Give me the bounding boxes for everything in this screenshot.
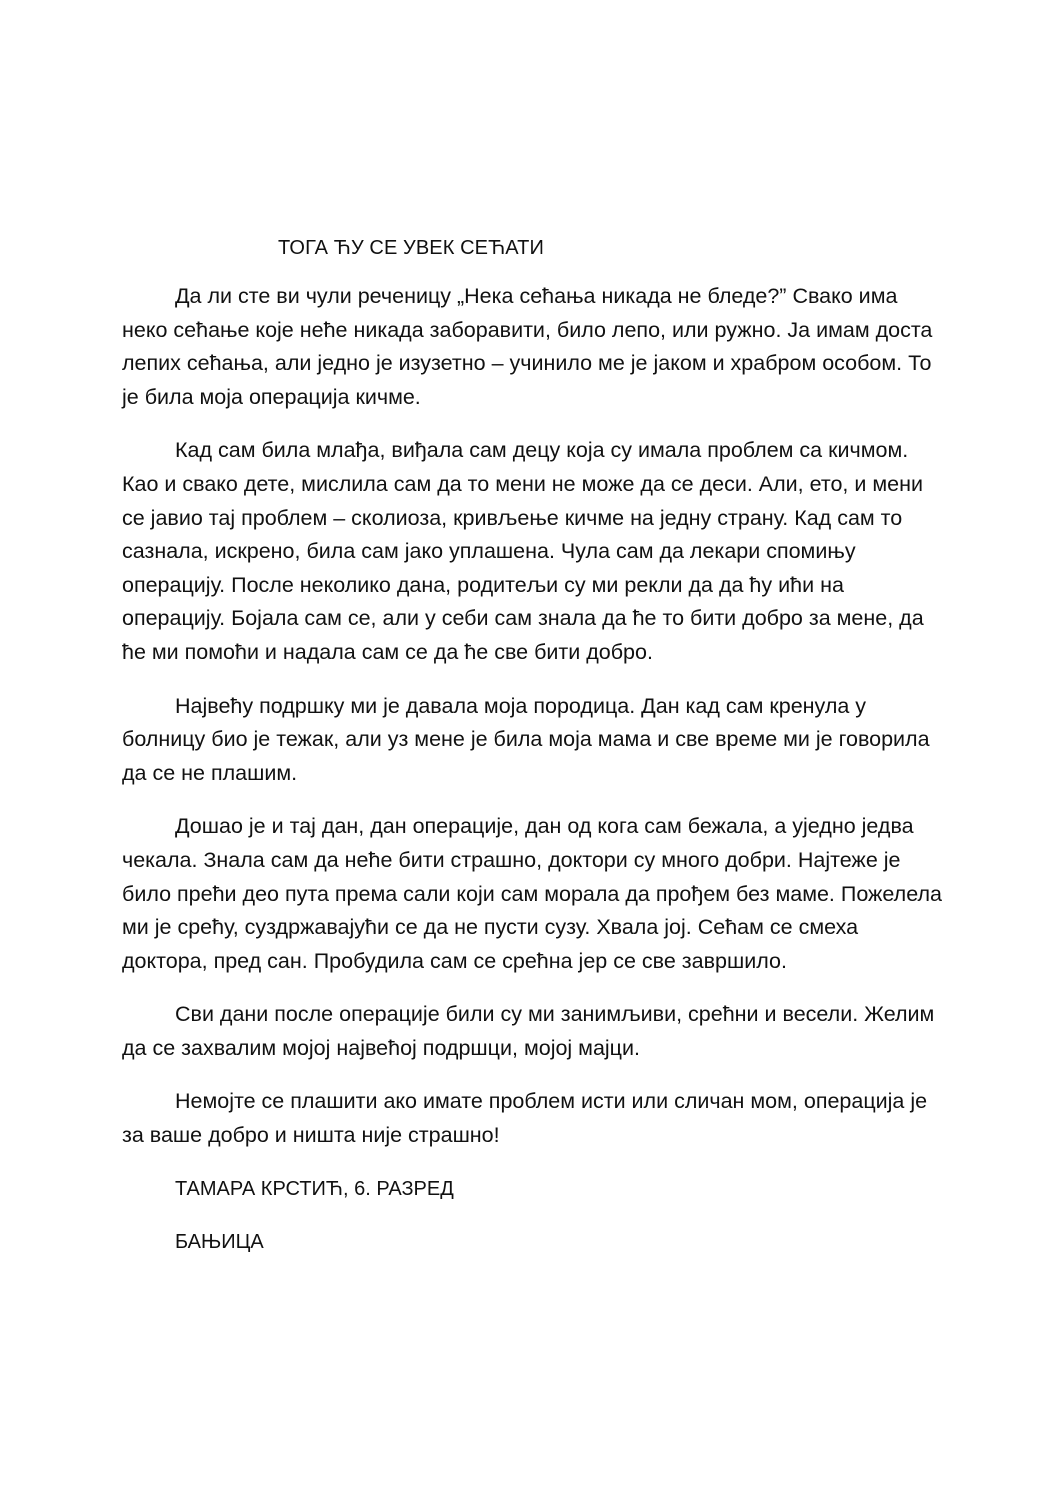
- place-line: БАЊИЦА: [175, 1231, 264, 1254]
- author-line: ТАМАРА КРСТИЋ, 6. РАЗРЕД: [175, 1177, 454, 1200]
- document-title: ТОГА ЋУ СЕ УВЕК СЕЋАТИ: [278, 237, 544, 259]
- paragraph-3: Највећу подршку ми је давала моја породица. Дан кад сам кренула у болницу био је тежак, али уз мене је била моја мама и све време ми је говорила да се не плашим.: [122, 693, 930, 785]
- document-body: [122, 232, 948, 1280]
- paragraph-5: Сви дани после операције били су ми занимљиви, срећни и весели. Желим да се захвалим мојој највећој подршци, мојој мајци.: [122, 1002, 935, 1060]
- paragraph-1: Да ли сте ви чули реченицу „Нека сећања никада не бледе?” Свако има неко сећање које неће никада заборавити, било лепо, или ружно. Ја имам доста лепих сећања, али једно је изузетно – учинило ме је јаком и храбром особом. То је била моја операција кичме.: [122, 284, 933, 409]
- paragraph-4: Дошао је и тај дан, дан операције, дан од кога сам бежала, а уједно једва чекала. Знала сам да неће бити страшно, доктори су много добри. Најтеже је било прећи део пута према сали који сам морала да прођем без маме. Пожелела ми је срећу, суздржавајући се да не пусти сузу. Хвала јој. Сећам се смеха доктора, пред сан. Пробудила сам се срећна јер се све завршило.: [122, 814, 942, 973]
- paragraph-2: Кад сам била млађа, виђала сам децу која су имала проблем са кичмом. Као и свако дете, мислила сам да то мени не може да се деси. Али, ето, и мени се јавио тај проблем – сколиоза, кривљење кичме на једну страну. Кад сам то сазнала, искрено, била сам јако уплашена. Чула сам да лекари спомињу операцију. После неколико дана, родитељи су ми рекли да да ћу ићи на операцију. Бојала сам се, али у себи сам знала да ће то бити добро за мене, да ће ми помоћи и надала сам се да ће све бити добро.: [122, 438, 924, 664]
- paragraph-6: Немојте се плашити ако имате проблем исти или сличан мом, операција је за ваше добро и ништа није страшно!: [122, 1089, 928, 1148]
